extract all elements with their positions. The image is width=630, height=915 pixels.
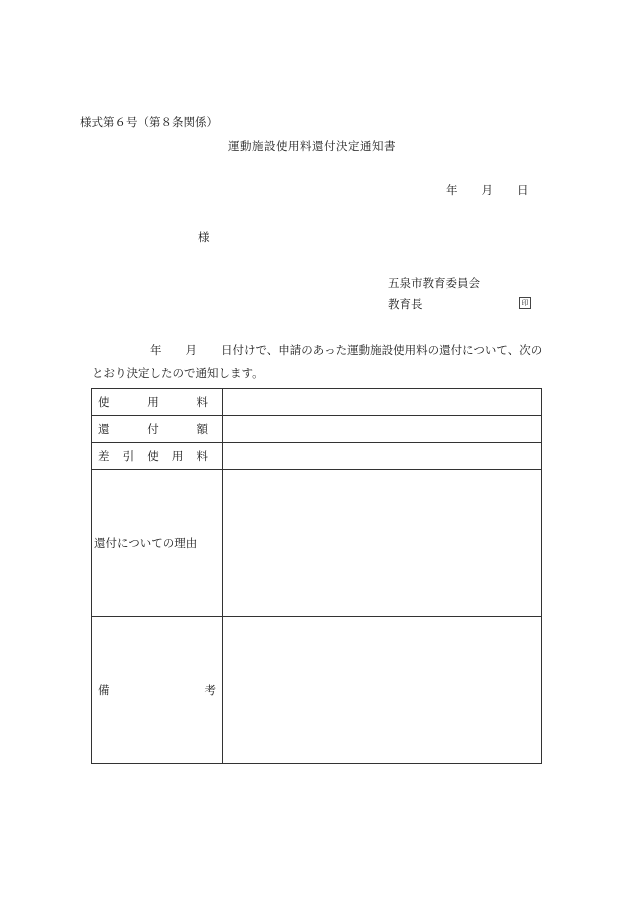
label-char: 額 — [196, 422, 208, 436]
refund-details-table — [91, 388, 542, 764]
body-line-1 — [150, 342, 542, 358]
label-refund-reason: 還付についての理由 — [92, 470, 223, 617]
label-char: 引 — [122, 449, 135, 463]
form-number: 様式第６号（第８条関係） — [80, 115, 218, 129]
label-char: 使 — [147, 449, 159, 463]
label-char: 用 — [147, 395, 159, 409]
issuer-organization: 五泉市教育委員会 — [388, 276, 480, 290]
body-month-label: 月 — [185, 343, 197, 357]
label-char: 還 — [98, 422, 110, 436]
issue-date — [446, 182, 529, 198]
label-refund-amount — [98, 421, 216, 437]
label-char: 差 — [98, 449, 110, 463]
value-remarks[interactable] — [223, 617, 542, 764]
value-refund-amount[interactable] — [223, 416, 542, 443]
table-row-net-usage-fee — [92, 443, 542, 470]
body-line-2: とおり決定したので通知します。 — [92, 366, 264, 380]
label-char: 使 — [98, 395, 110, 409]
label-char: 備 — [98, 683, 110, 697]
issuer-title: 教育長 — [388, 297, 423, 311]
value-usage-fee[interactable] — [223, 389, 542, 416]
document-title: 運動施設使用料還付決定通知書 — [228, 139, 396, 153]
label-net-usage-fee — [98, 448, 216, 464]
date-month-label: 月 — [481, 183, 493, 197]
table-row-remarks — [92, 617, 542, 764]
label-remarks — [98, 682, 216, 698]
value-net-usage-fee[interactable] — [223, 443, 542, 470]
label-char: 料 — [196, 449, 208, 463]
seal-mark: 印 — [519, 297, 531, 309]
label-char: 用 — [171, 449, 184, 463]
date-day-label: 日 — [517, 183, 529, 197]
label-char: 料 — [196, 395, 208, 409]
label-char: 考 — [204, 683, 216, 697]
date-year-label: 年 — [446, 183, 458, 197]
addressee-suffix: 様 — [198, 230, 210, 244]
label-usage-fee — [98, 394, 216, 410]
label-char: 付 — [147, 422, 159, 436]
body-year-label: 年 — [150, 343, 162, 357]
table-row-refund-reason — [92, 470, 542, 617]
value-refund-reason[interactable] — [223, 470, 542, 617]
table-row-refund-amount — [92, 416, 542, 443]
table-row-usage-fee — [92, 389, 542, 416]
body-line-1-text: 日付けで、申請のあった運動施設使用料の還付について、次の — [221, 343, 543, 357]
